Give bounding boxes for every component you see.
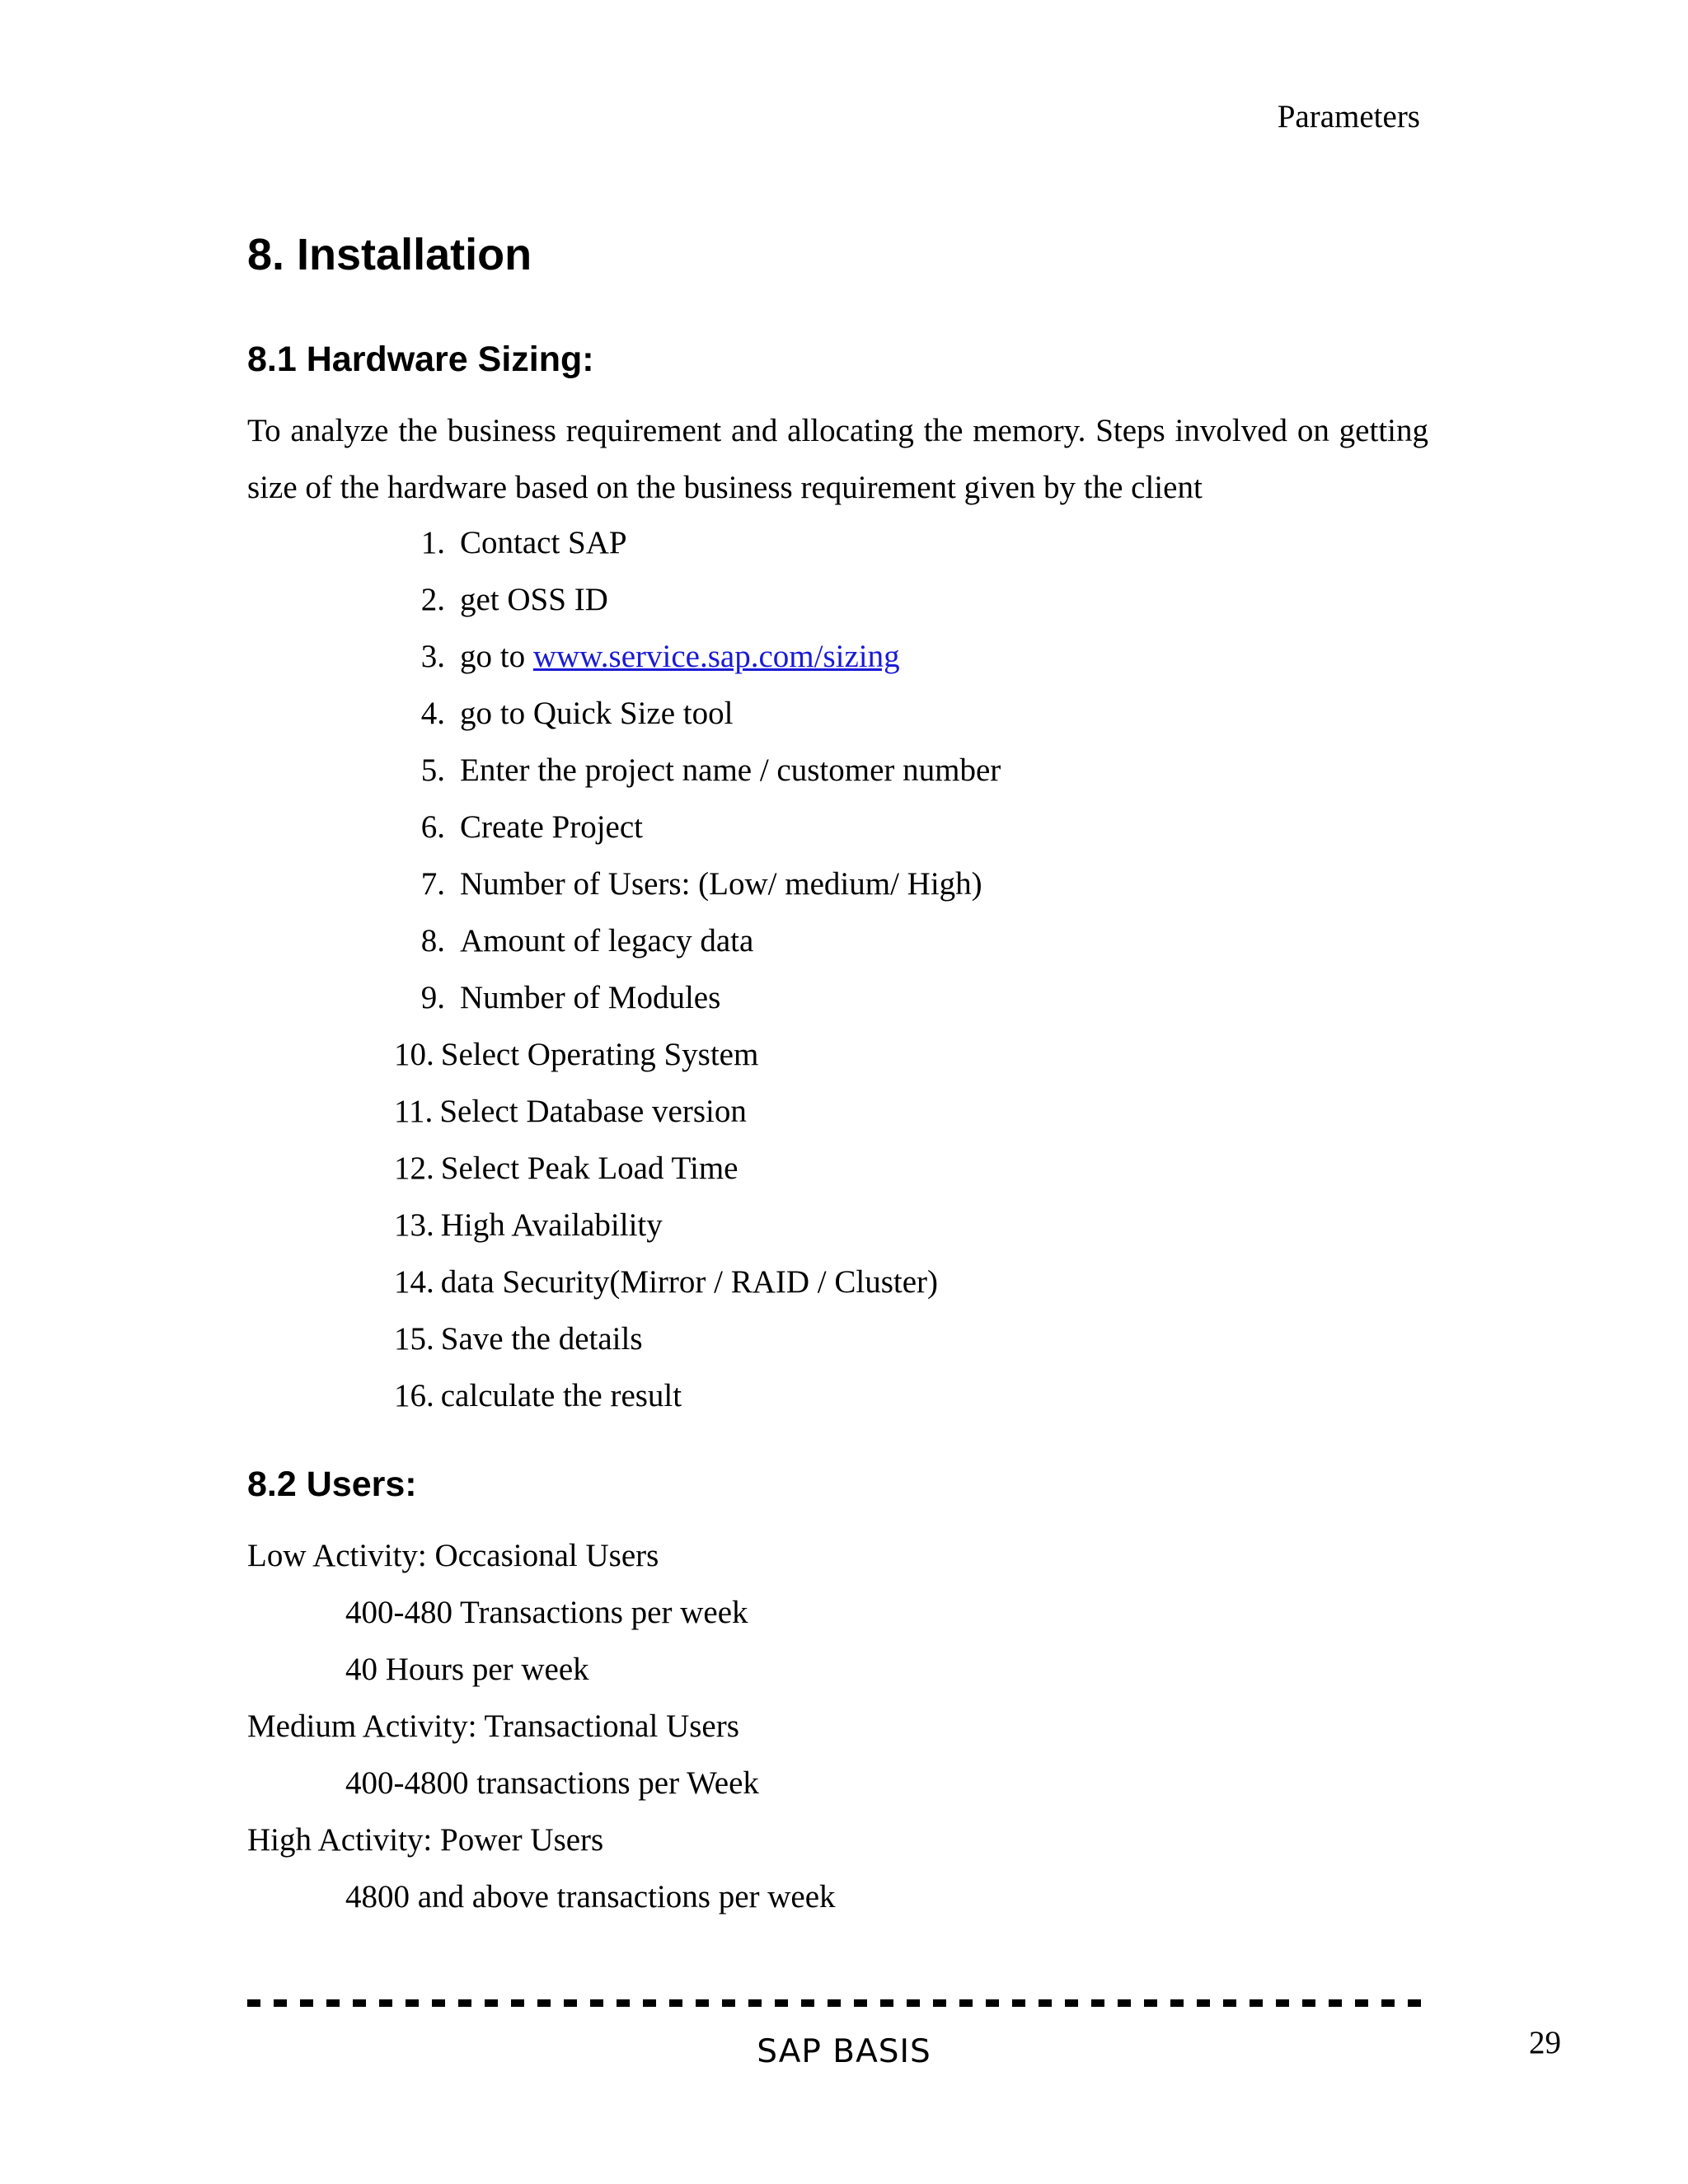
page-number: 29 — [1529, 2025, 1561, 2060]
list-item — [394, 1197, 1001, 1254]
list-item-number: 15. — [394, 1321, 434, 1357]
footer-title: SAP BASIS — [757, 2033, 931, 2070]
list-item-text: calculate the result — [440, 1378, 682, 1413]
list-item — [394, 969, 1001, 1026]
section-title-users: 8.2 Users: — [247, 1465, 417, 1504]
hardware-sizing-intro: To analyze the business requirement and allocating the memory. Steps involved on getting size of the hardware based on the business requirement given by the client — [247, 413, 1428, 505]
list-item-text: High Availability — [440, 1207, 663, 1243]
list-item — [394, 571, 1001, 628]
list-item — [394, 1254, 1001, 1310]
list-item — [394, 1367, 1001, 1424]
high-activity-detail: 4800 and above transactions per week — [345, 1879, 836, 1915]
list-item-text: go to Quick Size tool — [460, 696, 734, 731]
user-activity-list — [247, 1527, 836, 1925]
list-item-number: 4. — [420, 696, 445, 731]
list-item — [394, 1026, 1001, 1083]
low-activity-detail: 40 Hours per week — [345, 1652, 589, 1687]
list-item-text: Contact SAP — [460, 525, 627, 560]
sizing-steps-list — [394, 514, 1001, 1424]
list-item-number: 13. — [394, 1207, 434, 1243]
list-item — [394, 628, 1001, 685]
list-item — [394, 1083, 1001, 1140]
list-item — [394, 742, 1001, 799]
list-item — [394, 1310, 1001, 1367]
sizing-url-link[interactable]: www.service.sap.com/sizing — [532, 639, 900, 674]
list-item-number: 12. — [394, 1151, 434, 1186]
list-item-number: 10. — [394, 1037, 434, 1072]
section-title-hardware-sizing: 8.1 Hardware Sizing: — [247, 340, 594, 379]
low-activity-label: Low Activity: Occasional Users — [247, 1538, 659, 1573]
chapter-title: 8. Installation — [247, 230, 532, 279]
medium-activity-detail: 400-4800 transactions per Week — [345, 1765, 759, 1801]
list-item-number: 2. — [420, 582, 445, 617]
list-item-text: Amount of legacy data — [460, 923, 754, 958]
list-item-text: Number of Users: (Low/ medium/ High) — [460, 866, 982, 902]
list-item-number: 1. — [420, 525, 445, 560]
list-item — [394, 1140, 1001, 1197]
list-item — [394, 912, 1001, 969]
list-item-text: Number of Modules — [460, 980, 721, 1015]
list-item-text: Create Project — [460, 809, 643, 845]
list-item-number: 6. — [420, 809, 445, 845]
list-item-text: Enter the project name / customer number — [460, 752, 1001, 788]
list-item-text: Select Operating System — [440, 1037, 759, 1072]
list-item-number: 14. — [394, 1264, 434, 1300]
list-item-number: 3. — [420, 639, 445, 674]
list-item-number: 5. — [420, 752, 445, 788]
list-item — [394, 514, 1001, 571]
footer-dashed-divider — [247, 1999, 1428, 2007]
list-item-number: 9. — [420, 980, 445, 1015]
list-item-number: 7. — [420, 866, 445, 902]
list-item-text: Save the details — [440, 1321, 643, 1357]
low-activity-detail: 400-480 Transactions per week — [345, 1595, 748, 1630]
medium-activity-label: Medium Activity: Transactional Users — [247, 1708, 739, 1744]
list-item — [394, 685, 1001, 742]
list-item-number: 16. — [394, 1378, 434, 1413]
list-item — [394, 799, 1001, 855]
list-item-text: Select Database version — [439, 1094, 747, 1129]
list-item-number: 11. — [394, 1094, 434, 1129]
list-item — [394, 855, 1001, 912]
list-item-number: 8. — [420, 923, 445, 958]
list-item-text: get OSS ID — [460, 582, 608, 617]
running-header: Parameters — [1277, 99, 1420, 134]
list-item-text: data Security(Mirror / RAID / Cluster) — [440, 1264, 939, 1300]
list-item-text: Select Peak Load Time — [440, 1151, 738, 1186]
list-item-text: go to — [460, 639, 533, 674]
high-activity-label: High Activity: Power Users — [247, 1822, 604, 1858]
